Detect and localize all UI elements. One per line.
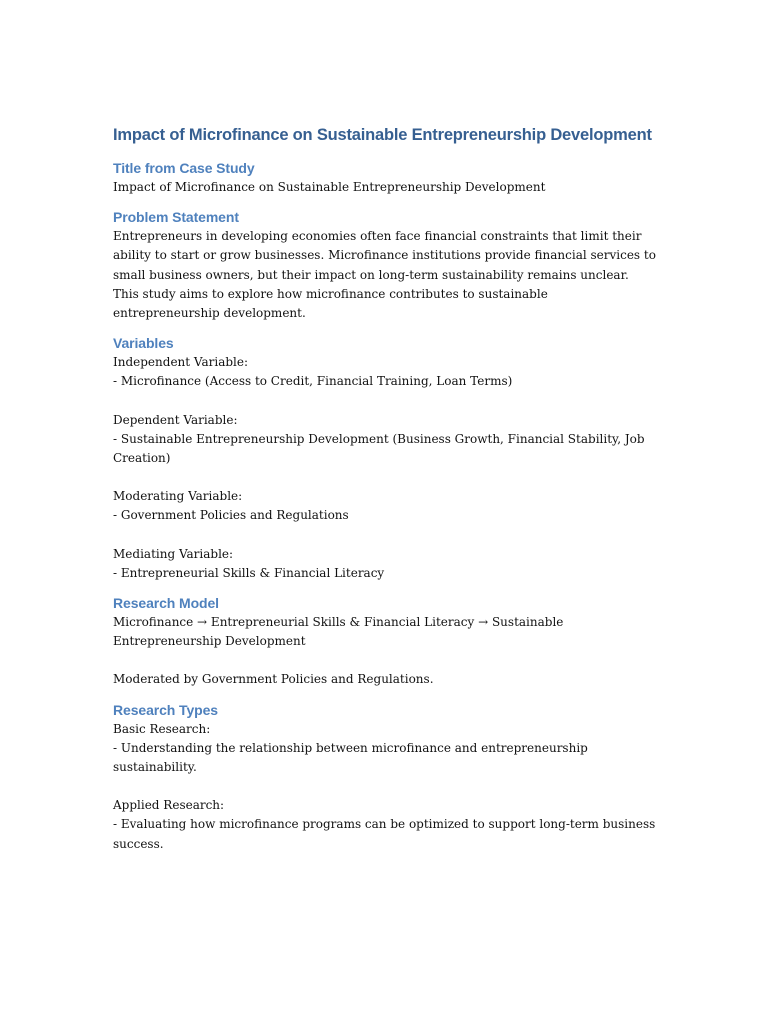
section-heading: Problem Statement [113, 209, 239, 226]
research-model-path: Microfinance → Entrepreneurial Skills & Financial Literacy → Sustainable Entrepreneurship Development [113, 615, 564, 649]
section-heading: Variables [113, 335, 174, 352]
section-heading: Title from Case Study [113, 160, 255, 176]
document-page [113, 124, 658, 854]
research-model-moderation: Moderated by Government Policies and Regulations. [113, 672, 434, 687]
section-heading: Research Model [113, 595, 219, 612]
basic-research: Basic Research: - Understanding the relationship between microfinance and entrepreneurship sustainability. [113, 721, 588, 775]
section-problem-statement [113, 207, 658, 323]
dependent-variable: Dependent Variable: - Sustainable Entrepreneurship Development (Business Growth, Financial Stability, Job Creation) [113, 412, 645, 466]
section-text: Entrepreneurs in developing economies often face financial constraints that limit their ability to start or grow businesses. Microfinance institutions provide financial services to small business owners, but their impact on long-term sustainability remains unclear. This study aims to explore how microfinance contributes to sustainable entrepreneurship development. [113, 229, 656, 321]
document-title: Impact of Microfinance on Sustainable Entrepreneurship Development [113, 126, 652, 144]
section-title-from-case-study [113, 158, 658, 197]
section-research-model [113, 593, 658, 690]
mediating-variable: Mediating Variable: - Entrepreneurial Skills & Financial Literacy [113, 546, 385, 580]
moderating-variable: Moderating Variable: - Government Policies and Regulations [113, 489, 349, 523]
section-variables [113, 333, 658, 583]
applied-research: Applied Research: - Evaluating how microfinance programs can be optimized to support long-term business success. [113, 798, 656, 851]
independent-variable: Independent Variable: - Microfinance (Access to Credit, Financial Training, Loan Terms) [113, 355, 513, 389]
section-research-types [113, 700, 658, 854]
section-heading: Research Types [113, 701, 218, 718]
section-text: Impact of Microfinance on Sustainable Entrepreneurship Development [113, 180, 546, 194]
